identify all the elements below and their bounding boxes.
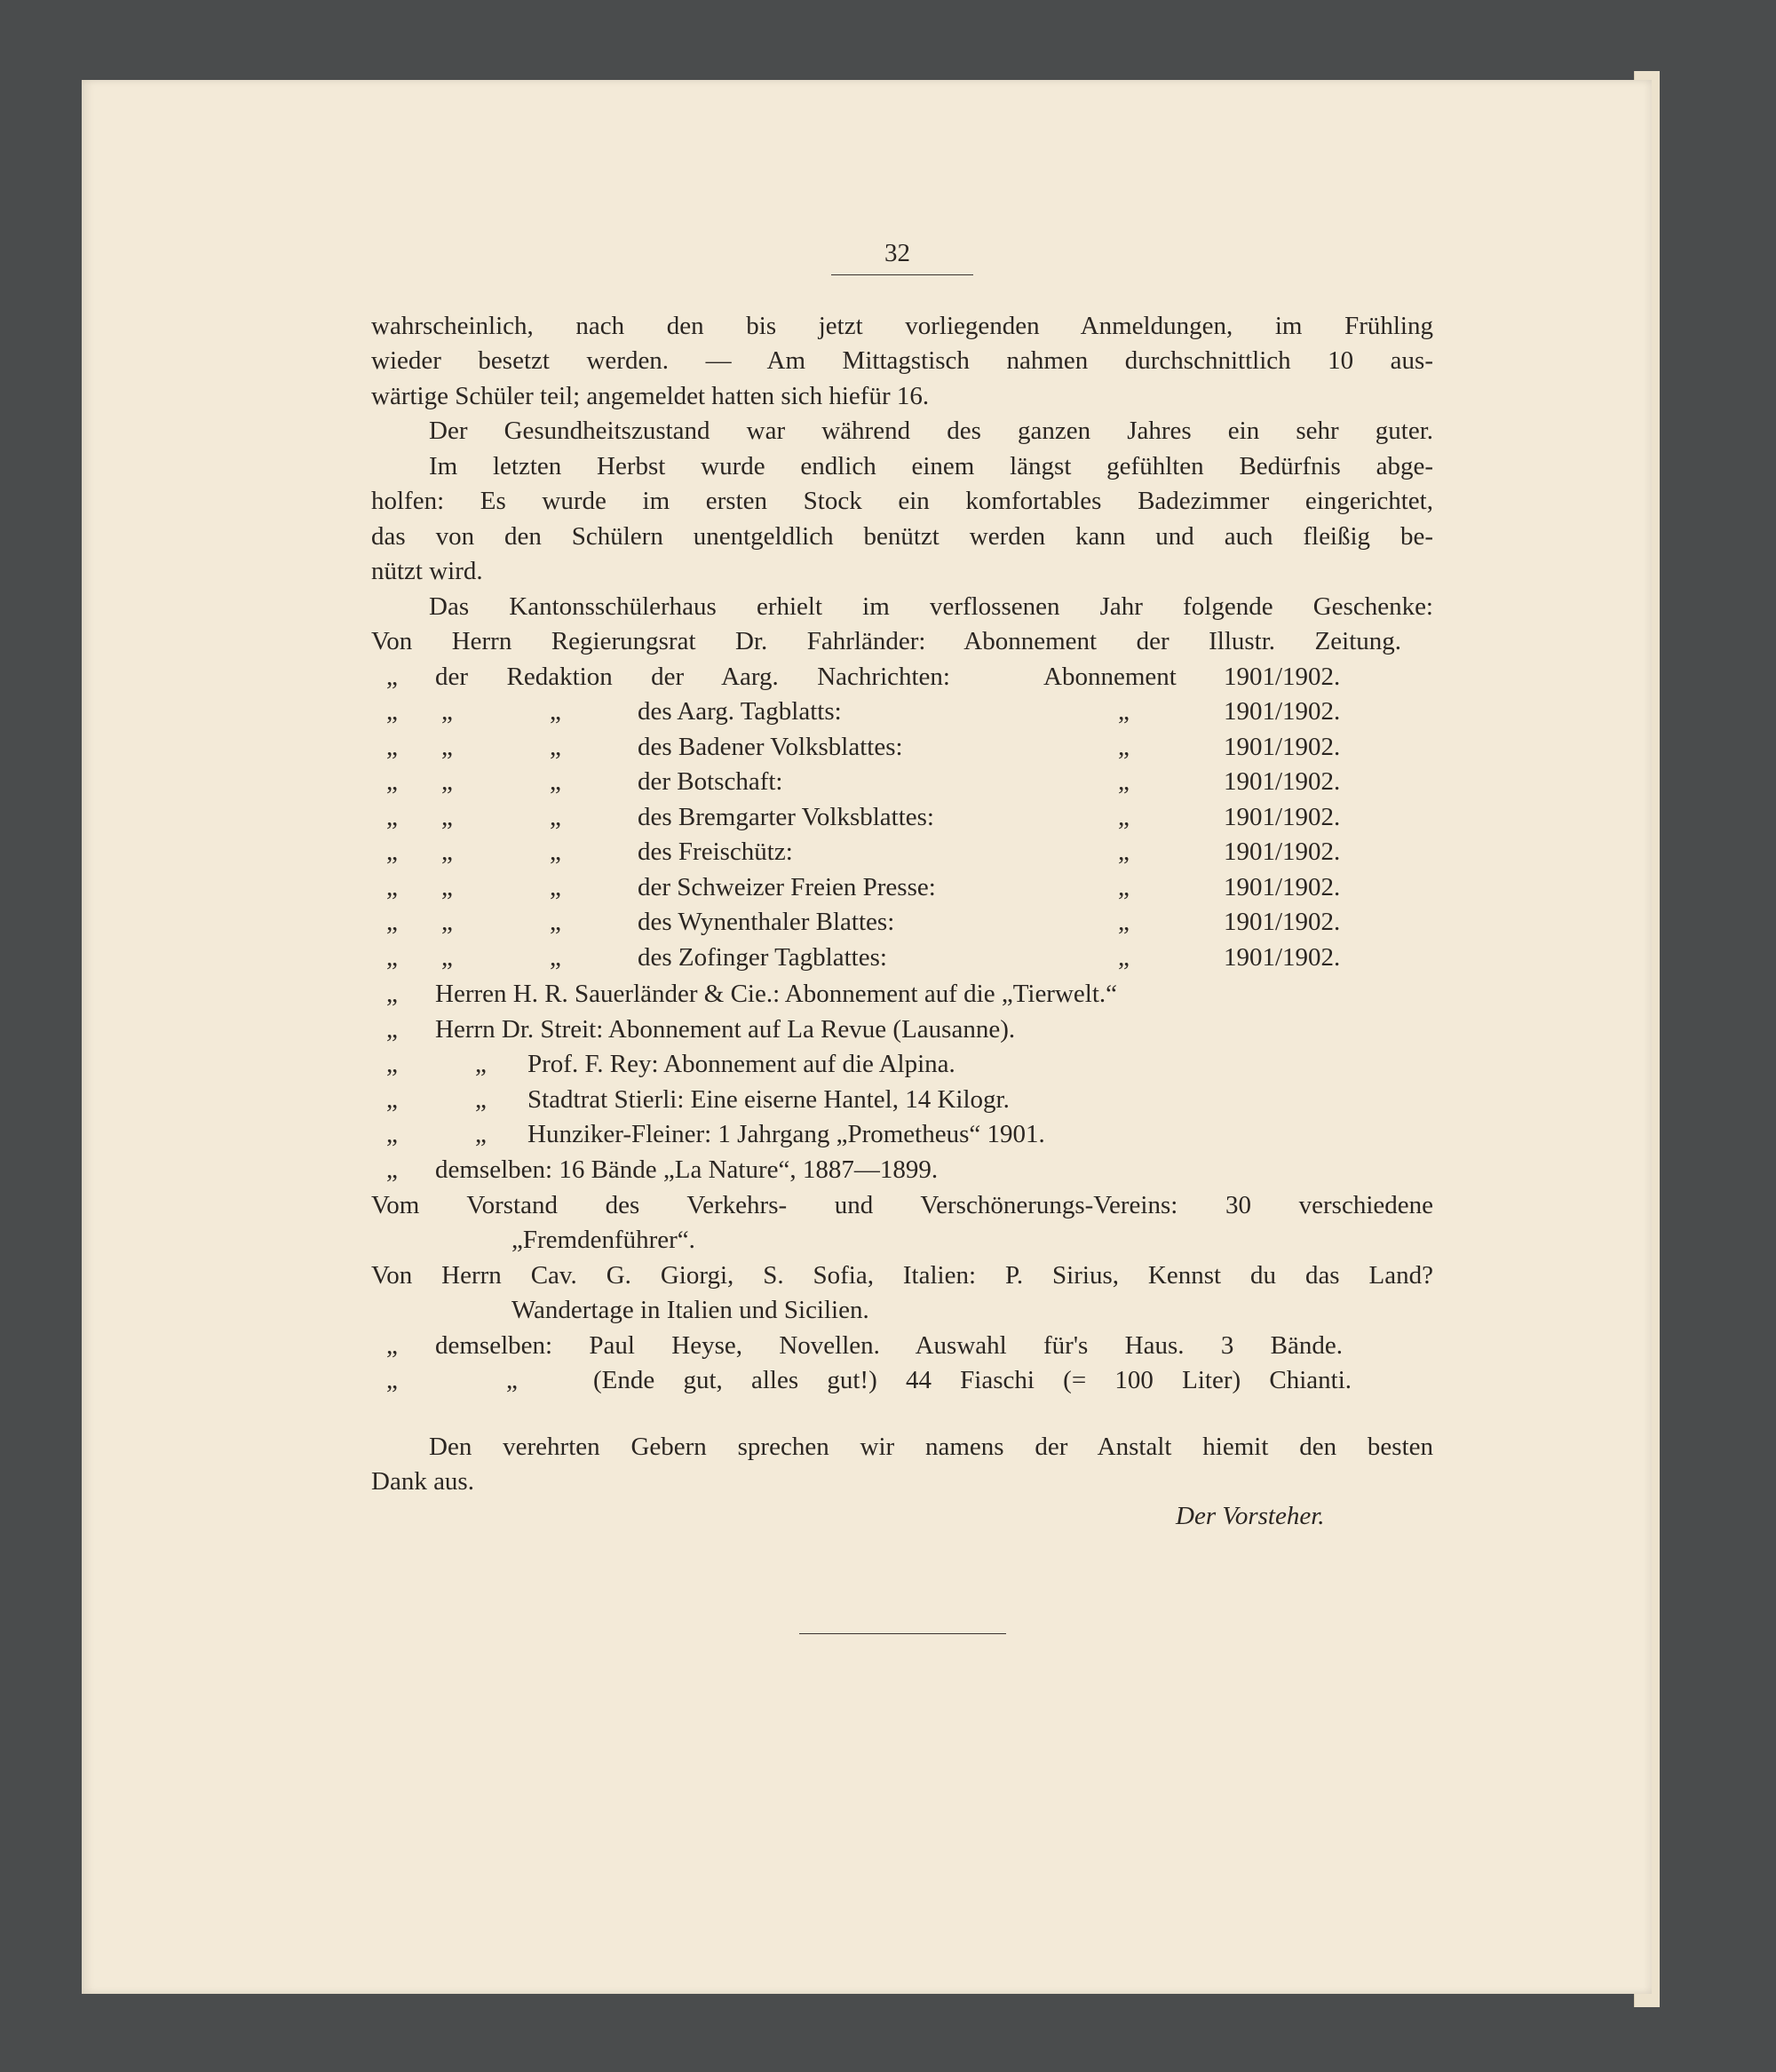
ditto-mark: „ bbox=[441, 942, 453, 972]
newspaper-year: 1901/1902. bbox=[1224, 942, 1341, 972]
ditto-mark: „ bbox=[386, 1120, 398, 1148]
newspaper-name: des Wynenthaler Blattes: bbox=[638, 908, 895, 936]
page-number: 32 bbox=[884, 239, 910, 267]
ditto-mark: „ bbox=[441, 872, 453, 901]
gift-entry: Von Herrn Cav. G. Giorgi, S. Sofia, Italien: P. Sirius, Kennst du das Land? bbox=[371, 1261, 1433, 1290]
ditto-mark: „ bbox=[550, 908, 561, 936]
gift-entry: Prof. F. Rey: Abonnement auf die Alpina. bbox=[527, 1050, 955, 1078]
ditto-mark: „ bbox=[1118, 942, 1130, 972]
gift-entry-continuation: Wandertage in Italien und Sicilien. bbox=[511, 1296, 869, 1324]
ditto-mark: „ bbox=[386, 942, 398, 972]
gift-entry-abonnement: Abonnement bbox=[1043, 663, 1177, 691]
signature: Der Vorsteher. bbox=[1176, 1502, 1325, 1530]
newspaper-year: 1901/1902. bbox=[1224, 697, 1341, 726]
newspaper-name: des Aarg. Tagblatts: bbox=[638, 697, 842, 726]
paragraph-line: Der Gesundheitszustand war während des ganzen Jahres ein sehr guter. bbox=[429, 417, 1433, 445]
ditto-mark: „ bbox=[441, 838, 453, 866]
ditto-mark: „ bbox=[1118, 872, 1130, 901]
gift-entry-redaktion: der Redaktion der Aarg. Nachrichten: bbox=[435, 663, 950, 691]
gift-entry: Herrn Dr. Streit: Abonnement auf La Revue (Lausanne). bbox=[435, 1015, 1016, 1044]
newspaper-name: des Zofinger Tagblattes: bbox=[638, 942, 887, 972]
ditto-mark: „ bbox=[550, 872, 561, 901]
ditto-mark: „ bbox=[386, 1155, 398, 1184]
ditto-mark: „ bbox=[1118, 838, 1130, 866]
footer-rule bbox=[799, 1633, 1006, 1634]
ditto-mark: „ bbox=[550, 942, 561, 972]
ditto-mark: „ bbox=[386, 980, 398, 1008]
ditto-mark: „ bbox=[1118, 767, 1130, 796]
gift-entry: Herren H. R. Sauerländer & Cie.: Abonnement auf die „Tierwelt.“ bbox=[435, 980, 1118, 1008]
ditto-mark: „ bbox=[386, 1366, 398, 1394]
ditto-mark: „ bbox=[441, 802, 453, 831]
gift-entry-year: 1901/1902. bbox=[1224, 663, 1341, 691]
newspaper-year: 1901/1902. bbox=[1224, 767, 1341, 796]
ditto-mark: „ bbox=[386, 908, 398, 936]
newspaper-year: 1901/1902. bbox=[1224, 838, 1341, 866]
ditto-mark: „ bbox=[475, 1050, 487, 1078]
gift-entry: demselben: 16 Bände „La Nature“, 1887—1899. bbox=[435, 1155, 939, 1184]
ditto-mark: „ bbox=[550, 697, 561, 726]
newspaper-name: des Freischütz: bbox=[638, 838, 793, 866]
newspaper-name: des Bremgarter Volksblattes: bbox=[638, 802, 934, 831]
paragraph-line: Im letzten Herbst wurde endlich einem längst gefühlten Bedürfnis abge- bbox=[429, 452, 1433, 480]
ditto-mark: „ bbox=[1118, 697, 1130, 726]
ditto-mark: „ bbox=[475, 1120, 487, 1148]
newspaper-name: der Schweizer Freien Presse: bbox=[638, 872, 936, 901]
newspaper-year: 1901/1902. bbox=[1224, 872, 1341, 901]
ditto-mark: „ bbox=[550, 732, 561, 761]
ditto-mark: „ bbox=[386, 767, 398, 796]
paragraph-line: wieder besetzt werden. — Am Mittagstisch nahmen durchschnittlich 10 aus- bbox=[371, 346, 1433, 375]
paragraph-line: wahrscheinlich, nach den bis jetzt vorliegenden Anmeldungen, im Frühling bbox=[371, 312, 1433, 340]
closing-line: Den verehrten Gebern sprechen wir namens der Anstalt hiemit den besten bbox=[429, 1433, 1433, 1461]
gift-entry: (Ende gut, alles gut!) 44 Fiaschi (= 100 Liter) Chianti. bbox=[593, 1366, 1352, 1394]
paragraph-line: nützt wird. bbox=[371, 557, 483, 585]
newspaper-year: 1901/1902. bbox=[1224, 908, 1341, 936]
ditto-mark: „ bbox=[550, 838, 561, 866]
gift-entry-continuation: „Fremdenführer“. bbox=[511, 1226, 695, 1254]
ditto-mark: „ bbox=[386, 872, 398, 901]
ditto-mark: „ bbox=[386, 697, 398, 726]
ditto-mark: „ bbox=[1118, 908, 1130, 936]
newspaper-year: 1901/1902. bbox=[1224, 732, 1341, 761]
paragraph-line: das von den Schülern unentgeldlich benützt werden kann und auch fleißig be- bbox=[371, 522, 1433, 551]
ditto-mark: „ bbox=[441, 732, 453, 761]
ditto-mark: „ bbox=[386, 1050, 398, 1078]
gift-entry: Hunziker-Fleiner: 1 Jahrgang „Prometheus“ 1901. bbox=[527, 1120, 1045, 1148]
closing-line: Dank aus. bbox=[371, 1467, 474, 1496]
gift-entry: demselben: Paul Heyse, Novellen. Auswahl für's Haus. 3 Bände. bbox=[435, 1331, 1343, 1360]
ditto-mark: „ bbox=[506, 1366, 518, 1394]
ditto-mark: „ bbox=[1118, 732, 1130, 761]
ditto-mark: „ bbox=[386, 1331, 398, 1360]
paragraph-line: holfen: Es wurde im ersten Stock ein komfortables Badezimmer eingerichtet, bbox=[371, 487, 1433, 515]
ditto-mark: „ bbox=[1118, 802, 1130, 831]
ditto-mark: „ bbox=[386, 802, 398, 831]
newspaper-year: 1901/1902. bbox=[1224, 802, 1341, 831]
ditto-mark: „ bbox=[475, 1085, 487, 1114]
paragraph-line: Das Kantonsschülerhaus erhielt im verflossenen Jahr folgende Geschenke: bbox=[429, 592, 1433, 621]
gift-entry: Von Herrn Regierungsrat Dr. Fahrländer: Abonnement der Illustr. Zeitung. bbox=[371, 627, 1401, 655]
ditto-mark: „ bbox=[386, 1015, 398, 1044]
ditto-mark: „ bbox=[441, 767, 453, 796]
ditto-mark: „ bbox=[441, 697, 453, 726]
newspaper-name: der Botschaft: bbox=[638, 767, 783, 796]
gift-entry: Vom Vorstand des Verkehrs- und Verschönerungs-Vereins: 30 verschiedene bbox=[371, 1191, 1433, 1219]
ditto-mark: „ bbox=[386, 1085, 398, 1114]
ditto-mark: „ bbox=[386, 732, 398, 761]
ditto-mark: „ bbox=[386, 838, 398, 866]
paragraph-line: wärtige Schüler teil; angemeldet hatten sich hiefür 16. bbox=[371, 382, 930, 410]
ditto-mark: „ bbox=[550, 802, 561, 831]
newspaper-name: des Badener Volksblattes: bbox=[638, 732, 903, 761]
ditto-mark: „ bbox=[550, 767, 561, 796]
header-rule bbox=[831, 274, 973, 275]
ditto-mark: „ bbox=[441, 908, 453, 936]
ditto-mark: „ bbox=[386, 663, 398, 691]
gift-entry: Stadtrat Stierli: Eine eiserne Hantel, 14 Kilogr. bbox=[527, 1085, 1010, 1114]
